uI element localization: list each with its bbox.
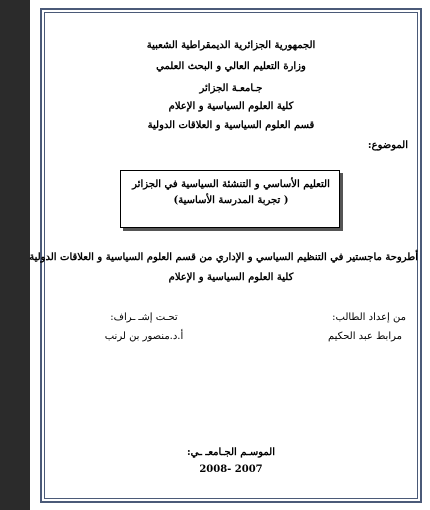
university-heading: جـامعـة الجزائر [199,83,263,94]
thesis-title-box [120,170,340,228]
thesis-subtitle: ( تجربة المدرسة الأساسية) [173,195,289,206]
document-page [29,0,430,510]
thesis-description: أطروحة ماجستير في التنظيم السياسي و الإداري من قسم العلوم السياسية و العلاقات الدولية [29,252,418,263]
subject-label: الموضوع: [367,140,408,151]
student-name: مرابط عبد الحكيم [328,331,402,342]
faculty-heading: كلية العلوم السياسية و الإعلام [168,101,294,112]
thesis-faculty: كلية العلوم السياسية و الإعلام [168,272,294,283]
supervisor-name: أ.د.منصور بن لرنب [104,331,184,342]
department-heading: قسم العلوم السياسية و العلاقات الدولية [147,120,315,131]
prepared-by-label: من إعداد الطالب: [332,312,406,323]
academic-year: 2008- 2007 [199,464,263,475]
thesis-title: التعليم الأساسي و التنشئة السياسية في الجزائر [132,179,330,190]
republic-heading: الجمهورية الجزائرية الديمقراطية الشعبية [146,40,316,51]
academic-year-label: الموسـم الجـامعـ ـي: [186,447,276,458]
left-dark-margin [0,0,30,510]
ministry-heading: وزارة التعليم العالي و البحث العلمي [156,61,306,72]
supervisor-label: تحـت إشـ ـراف: [110,312,178,323]
